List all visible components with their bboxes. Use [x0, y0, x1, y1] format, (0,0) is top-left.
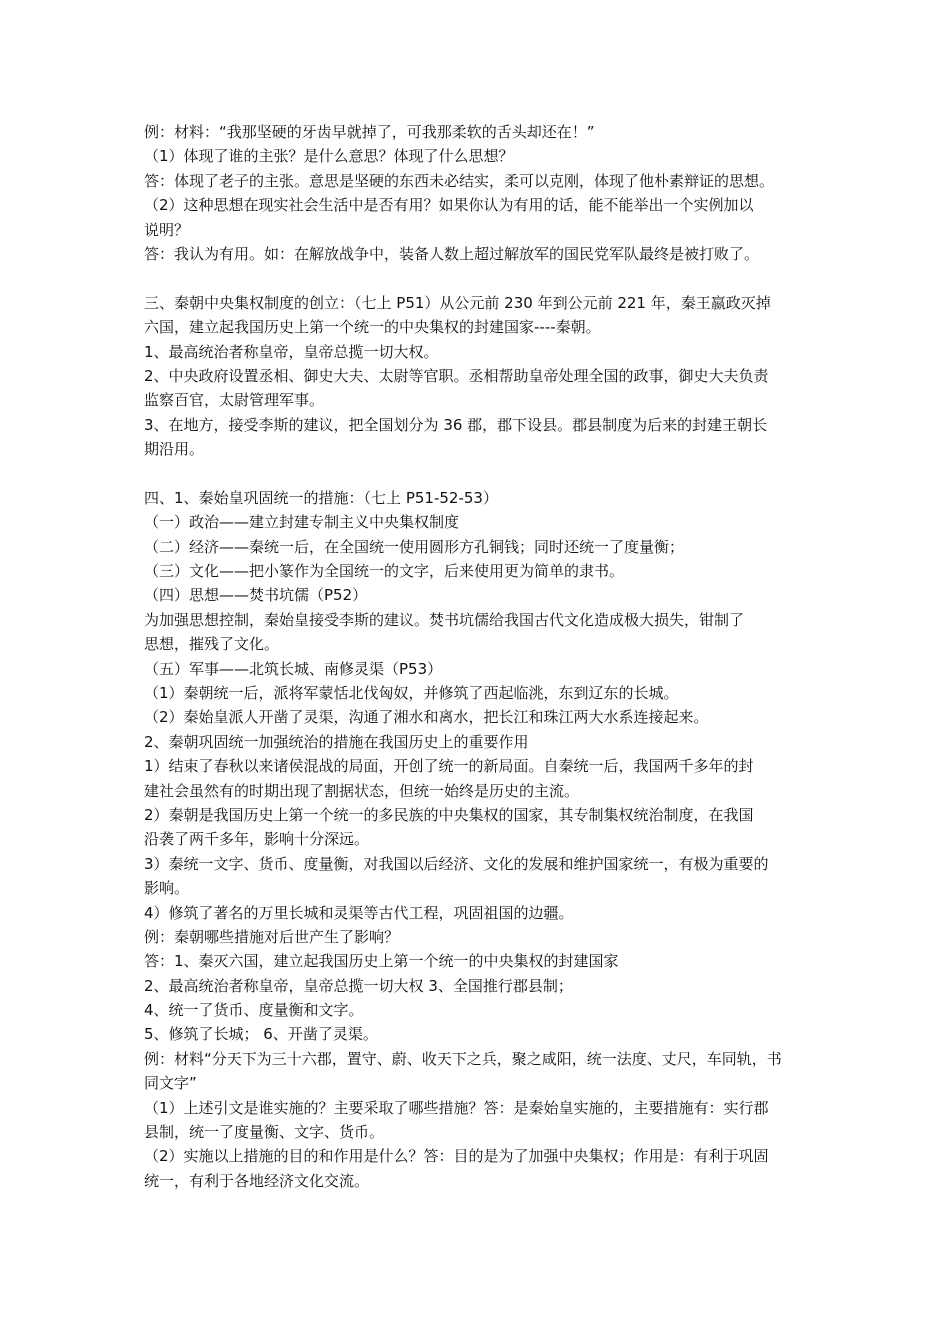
text-line: 4、统一了货币、度量衡和文字。	[144, 1001, 364, 1020]
text-line: 同文字”	[144, 1074, 197, 1093]
section-heading: 四、1、秦始皇巩固统一的措施：（七上 P51-52-53）	[144, 488, 498, 507]
text-line: 2、中央政府设置丞相、御史大夫、太尉等官职。丞相帮助皇帝处理全国的政事，御史大夫负责	[144, 366, 769, 385]
text-line: 1、最高统治者称皇帝，皇帝总揽一切大权。	[144, 342, 439, 361]
text-line: 思想，摧残了文化。	[144, 635, 280, 654]
text-line: 期沿用。	[144, 440, 205, 459]
text-line: 影响。	[144, 879, 190, 898]
text-line: 2、最高统治者称皇帝，皇帝总揽一切大权 3、全国推行郡县制；	[144, 976, 573, 995]
text-line: （四）思想——焚书坑儒（P52）	[144, 586, 368, 605]
text-line: 统一，有利于各地经济文化交流。	[144, 1171, 370, 1190]
text-line: （2）实施以上措施的目的和作用是什么？答：目的是为了加强中央集权；作用是：有利于巩固	[144, 1147, 769, 1166]
text-line: 3、在地方，接受李斯的建议，把全国划分为 36 郡，郡下设县。郡县制度为后来的封建王朝长	[144, 415, 768, 434]
text-line: 例：材料“分天下为三十六郡，置守、蔚、收天下之兵，聚之咸阳，统一法度、丈尺，车同轨，书	[144, 1049, 782, 1068]
text-line: 1）结束了春秋以来诸侯混战的局面，开创了统一的新局面。自秦统一后，我国两千多年的封	[144, 757, 754, 776]
text-line: （1）体现了谁的主张？是什么意思？体现了什么思想？	[144, 147, 514, 166]
section-four-qin-measures	[144, 486, 812, 1193]
text-line: 答：体现了老子的主张。意思是坚硬的东西未必结实，柔可以克刚，体现了他朴素辩证的思想。	[144, 171, 775, 190]
text-line: 3）秦统一文字、货币、度量衡，对我国以后经济、文化的发展和维护国家统一，有极为重要的	[144, 854, 769, 873]
text-line: 县制，统一了度量衡、文字、货币。	[144, 1123, 385, 1142]
section-heading: 三、秦朝中央集权制度的创立：（七上 P51）从公元前 230 年到公元前 221 年，秦王嬴政灭掉	[144, 293, 771, 312]
text-line: 沿袭了两千多年，影响十分深远。	[144, 830, 370, 849]
text-line: 例：材料：“我那坚硬的牙齿早就掉了，可我那柔软的舌头却还在！”	[144, 123, 595, 141]
text-line: 说明？	[144, 220, 190, 239]
text-line: 为加强思想控制，秦始皇接受李斯的建议。焚书坑儒给我国古代文化造成极大损失，钳制了	[144, 610, 745, 629]
section-three-qin-centralization	[144, 291, 812, 462]
text-line: 例：秦朝哪些措施对后世产生了影响？	[144, 927, 400, 946]
text-line: 建社会虽然有的时期出现了割据状态，但统一始终是历史的主流。	[144, 781, 580, 800]
text-line: （二）经济——秦统一后，在全国统一使用圆形方孔铜钱；同时还统一了度量衡；	[144, 537, 685, 556]
text-line: 答：我认为有用。如：在解放战争中，装备人数上超过解放军的国民党军队最终是被打败了。	[144, 244, 760, 263]
text-line: 4）修筑了著名的万里长城和灵渠等古代工程，巩固祖国的边疆。	[144, 903, 574, 922]
text-line: 答：1、秦灭六国，建立起我国历史上第一个统一的中央集权的封建国家	[144, 952, 619, 971]
text-line: （五）军事——北筑长城、南修灵渠（P53）	[144, 659, 443, 678]
text-line: 5、修筑了长城； 6、开凿了灵渠。	[144, 1025, 378, 1044]
paragraph-gap	[144, 461, 812, 485]
document-page	[144, 120, 812, 1193]
text-line: 2、秦朝巩固统一加强统治的措施在我国历史上的重要作用	[144, 732, 529, 751]
text-line: （三）文化——把小篆作为全国统一的文字，后来使用更为简单的隶书。	[144, 562, 625, 581]
text-line: 监察百官，太尉管理军事。	[144, 391, 325, 410]
text-line: （1）秦朝统一后，派将军蒙恬北伐匈奴，并修筑了西起临洮，东到辽东的长城。	[144, 683, 679, 702]
text-line: 2）秦朝是我国历史上第一个统一的多民族的中央集权的国家，其专制集权统治制度，在我国	[144, 805, 754, 824]
text-line: （一）政治——建立封建专制主义中央集权制度	[144, 513, 460, 532]
text-line: （2）秦始皇派人开凿了灵渠，沟通了湘水和离水，把长江和珠江两大水系连接起来。	[144, 708, 709, 727]
text-line: （2）这种思想在现实社会生活中是否有用？如果你认为有用的话，能不能举出一个实例加以	[144, 196, 754, 215]
text-line: 六国，建立起我国历史上第一个统一的中央集权的封建国家----秦朝。	[144, 318, 601, 337]
text-line: （1）上述引文是谁实施的？主要采取了哪些措施？答：是秦始皇实施的，主要措施有：实行郡	[144, 1098, 769, 1117]
paragraph-gap	[144, 266, 812, 290]
section-example-laozi	[144, 120, 812, 266]
